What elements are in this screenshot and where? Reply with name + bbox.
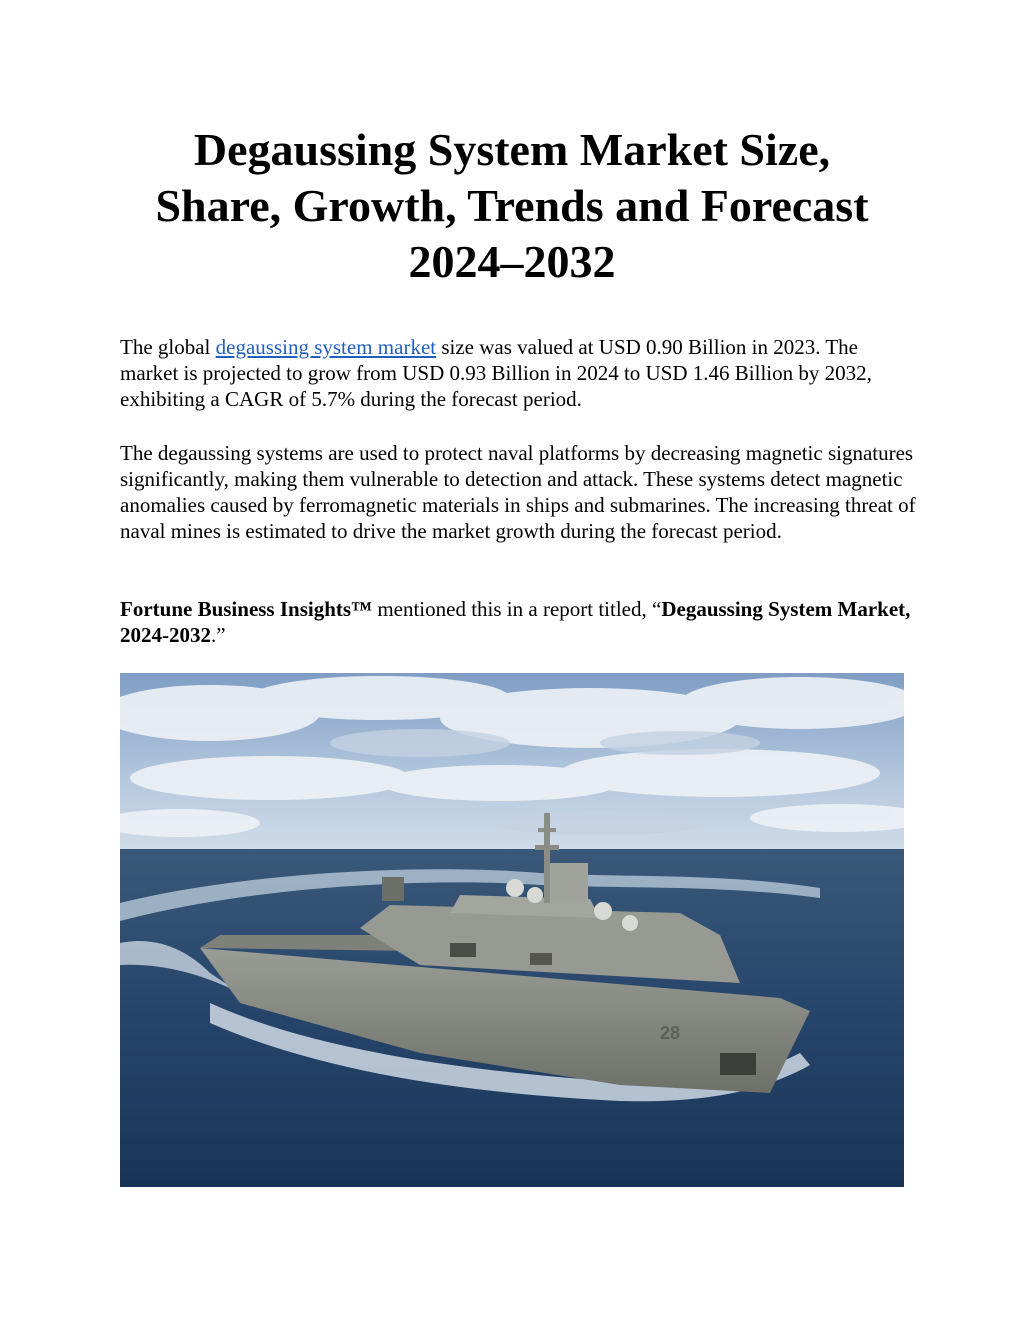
title-line-2: Share, Growth, Trends and Forecast (155, 180, 869, 231)
description-paragraph: The degaussing systems are used to protect naval platforms by decreasing magnetic signatures significantly, making them vulnerable to detection and attack. These systems detect magnetic anomalies caused by ferromagnetic materials in ships and submarines. The increasing threat of naval mines is estimated to drive the market growth during the forecast period. (120, 441, 916, 543)
paragraph-1-intro: The global (120, 335, 216, 359)
paragraph-1-body: size was valued at USD 0.90 Billion in 2023. The market is projected to grow from USD 0.93 Billion in 2024 to USD 1.46 Billion by 2032, exhibiting a CAGR of 5.7% during the forecast period. (120, 335, 872, 411)
source-end-text: .” (211, 623, 226, 647)
company-name: Fortune Business Insights™ (120, 597, 373, 621)
source-paragraph (120, 596, 920, 648)
naval-ship-photo (120, 673, 904, 1187)
title-line-3: 2024–2032 (408, 236, 616, 287)
page-title (100, 122, 924, 290)
title-line-1: Degaussing System Market Size, (193, 124, 831, 175)
market-size-paragraph (120, 334, 920, 412)
degaussing-market-link[interactable]: degaussing system market (215, 335, 437, 359)
hull-number: 28 (660, 1023, 681, 1043)
report-title: Degaussing System Market, 2024-2032 (120, 597, 911, 647)
source-middle-text: mentioned this in a report titled, “ (372, 597, 662, 621)
